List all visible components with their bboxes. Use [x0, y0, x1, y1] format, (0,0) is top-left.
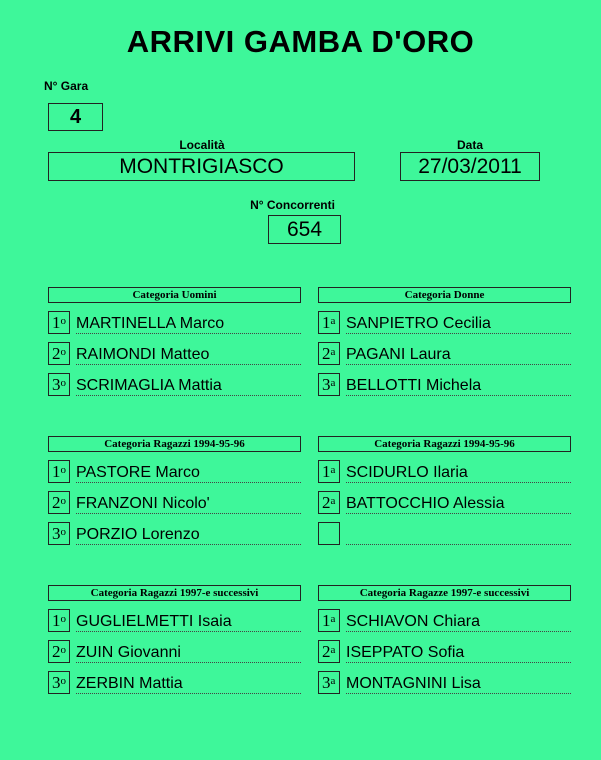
section-ragazzi-94: [48, 436, 301, 543]
data-field[interactable]: 27/03/2011: [400, 152, 540, 181]
result-row: [48, 311, 301, 334]
position-box[interactable]: 1$^a$: [318, 460, 340, 483]
athlete-name[interactable]: ZERBIN Mattia: [76, 674, 301, 694]
concorrenti-field[interactable]: 654: [268, 215, 341, 244]
position-box[interactable]: 1$^a$: [318, 311, 340, 334]
position-box[interactable]: 3$^o$: [48, 671, 70, 694]
position-box[interactable]: 1$^o$: [48, 609, 70, 632]
result-row: [318, 311, 571, 334]
gara-field[interactable]: 4: [48, 103, 103, 131]
result-row: [48, 460, 301, 483]
result-row: [318, 640, 571, 663]
position-box[interactable]: 1$^a$: [318, 609, 340, 632]
position-box[interactable]: 2$^o$: [48, 342, 70, 365]
athlete-name[interactable]: FRANZONI Nicolo': [76, 494, 301, 514]
category-header: Categoria Donne: [318, 287, 571, 303]
athlete-name[interactable]: [346, 525, 571, 545]
gara-label: N° Gara: [44, 79, 89, 93]
section-ragazze-94: [318, 436, 571, 512]
position-box[interactable]: 3$^o$: [48, 522, 70, 545]
athlete-name[interactable]: PORZIO Lorenzo: [76, 525, 301, 545]
result-row: [318, 491, 571, 514]
position-box[interactable]: 2$^o$: [48, 640, 70, 663]
athlete-name[interactable]: ISEPPATO Sofia: [346, 643, 571, 663]
athlete-name[interactable]: SCHIAVON Chiara: [346, 612, 571, 632]
localita-label: Località: [179, 138, 225, 152]
result-row: [318, 671, 571, 694]
athlete-name[interactable]: SCRIMAGLIA Mattia: [76, 376, 301, 396]
data-label: Data: [456, 138, 483, 152]
athlete-name[interactable]: PASTORE Marco: [76, 463, 301, 483]
section-donne: [318, 287, 571, 394]
athlete-name[interactable]: MARTINELLA Marco: [76, 314, 301, 334]
position-box[interactable]: 3$^o$: [48, 373, 70, 396]
result-row: [48, 491, 301, 514]
result-row: [48, 671, 301, 694]
athlete-name[interactable]: GUGLIELMETTI Isaia: [76, 612, 301, 632]
athlete-name[interactable]: BELLOTTI Michela: [346, 376, 571, 396]
position-box[interactable]: 2$^o$: [48, 491, 70, 514]
page-title: ARRIVI GAMBA D'ORO: [126, 24, 475, 59]
category-header: Categoria Ragazze 1997-e successivi: [318, 585, 571, 601]
result-row: [48, 522, 301, 545]
category-header: Categoria Ragazzi 1994-95-96: [318, 436, 571, 452]
localita-field[interactable]: MONTRIGIASCO: [48, 152, 355, 181]
section-uomini: [48, 287, 301, 394]
section-ragazze-97: [318, 585, 571, 692]
athlete-name[interactable]: PAGANI Laura: [346, 345, 571, 365]
athlete-name[interactable]: SCIDURLO Ilaria: [346, 463, 571, 483]
position-box[interactable]: 2$^a$: [318, 491, 340, 514]
category-header: Categoria Uomini: [48, 287, 301, 303]
position-box[interactable]: 3$^a$: [318, 373, 340, 396]
result-row: [318, 460, 571, 483]
result-row: [318, 609, 571, 632]
position-box[interactable]: [318, 522, 340, 545]
result-row: [318, 342, 571, 365]
position-box[interactable]: 3$^a$: [318, 671, 340, 694]
athlete-name[interactable]: RAIMONDI Matteo: [76, 345, 301, 365]
result-row: [48, 342, 301, 365]
result-row: [48, 373, 301, 396]
category-header: Categoria Ragazzi 1994-95-96: [48, 436, 301, 452]
athlete-name[interactable]: MONTAGNINI Lisa: [346, 674, 571, 694]
position-box[interactable]: 1$^o$: [48, 311, 70, 334]
position-box[interactable]: 1$^o$: [48, 460, 70, 483]
result-row: [48, 609, 301, 632]
position-box[interactable]: 2$^a$: [318, 342, 340, 365]
result-row: [318, 373, 571, 396]
athlete-name[interactable]: SANPIETRO Cecilia: [346, 314, 571, 334]
section-ragazzi-97: [48, 585, 301, 692]
category-header: Categoria Ragazzi 1997-e successivi: [48, 585, 301, 601]
result-row: [318, 522, 571, 545]
athlete-name[interactable]: ZUIN Giovanni: [76, 643, 301, 663]
result-row: [48, 640, 301, 663]
athlete-name[interactable]: BATTOCCHIO Alessia: [346, 494, 571, 514]
concorrenti-label: N° Concorrenti: [250, 198, 335, 212]
position-box[interactable]: 2$^a$: [318, 640, 340, 663]
